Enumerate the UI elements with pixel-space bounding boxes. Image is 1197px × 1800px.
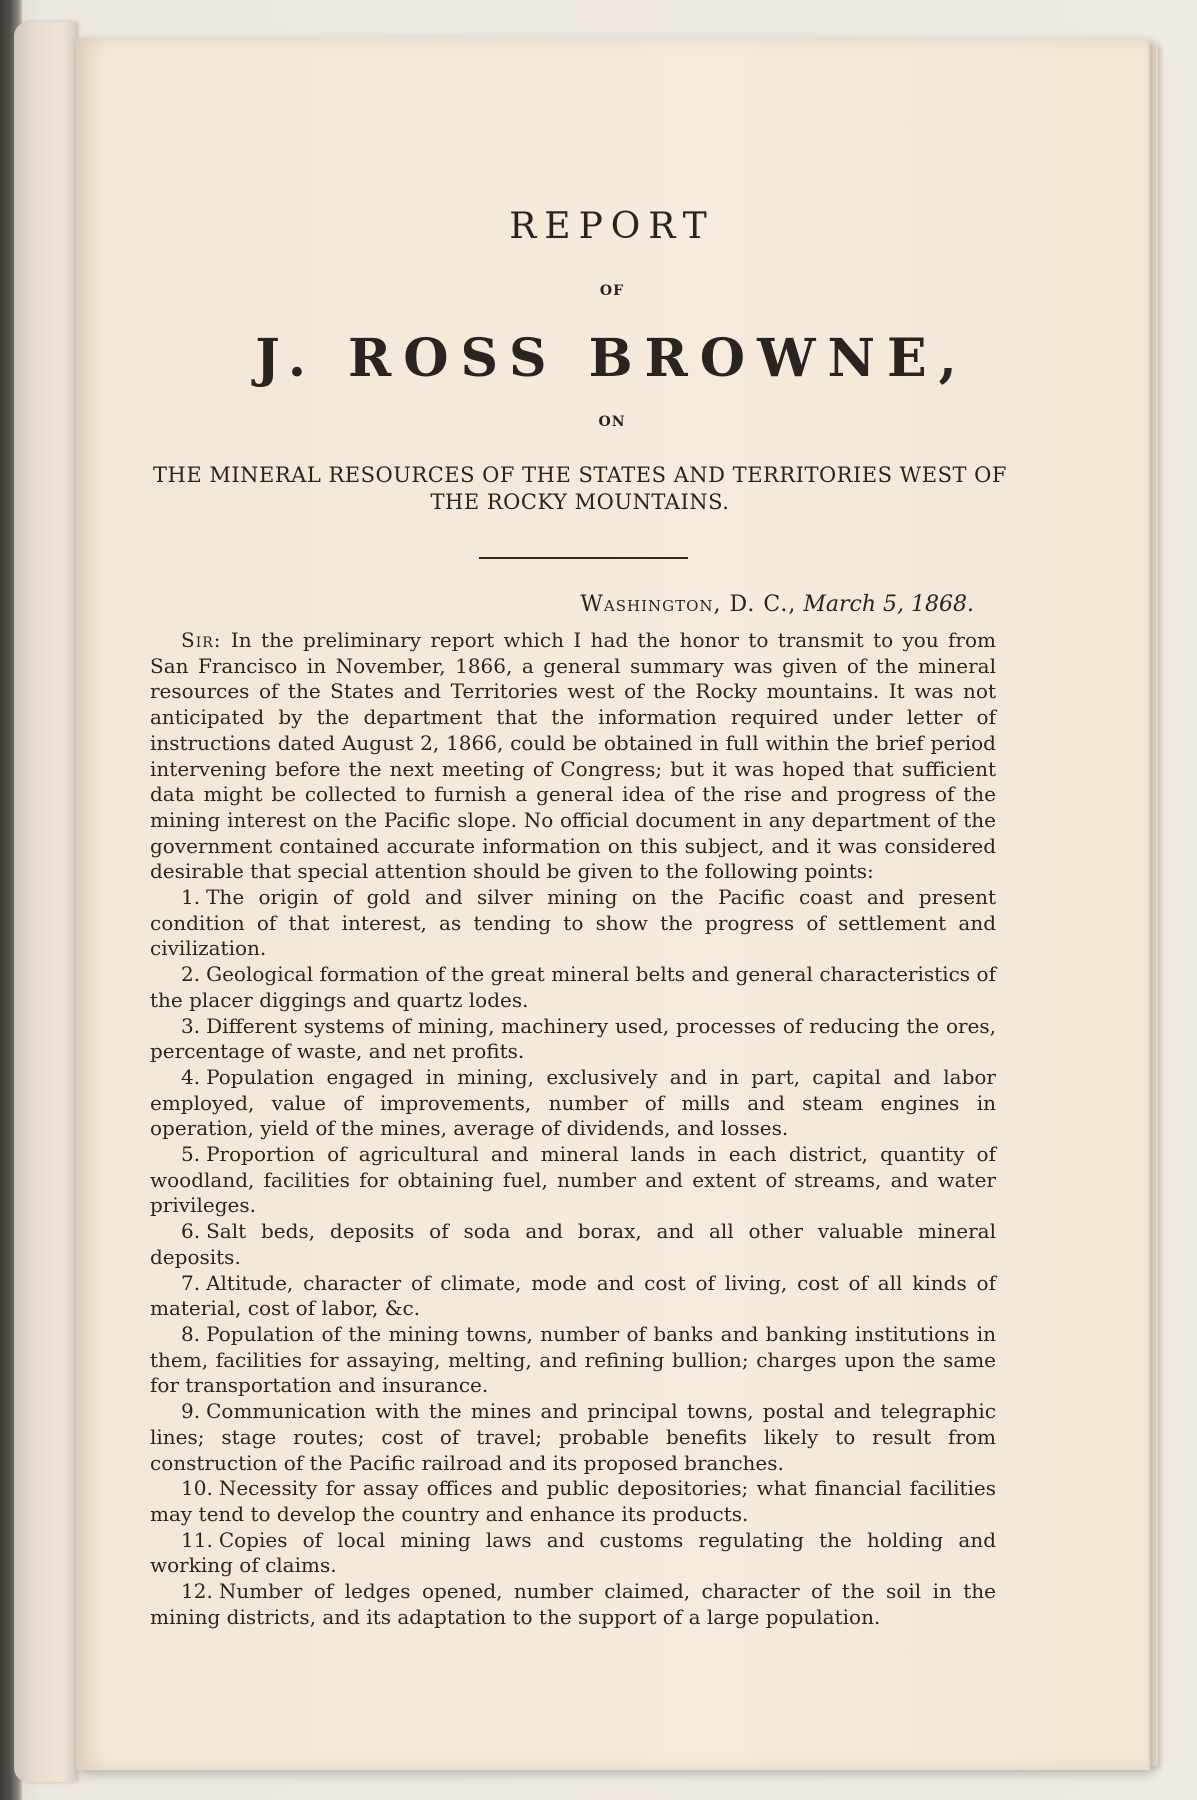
list-item bbox=[150, 1399, 996, 1476]
title-divider bbox=[479, 557, 688, 559]
list-item bbox=[150, 1579, 996, 1630]
left-page-edge bbox=[14, 22, 76, 1782]
item-number: 7. bbox=[181, 1270, 201, 1295]
list-item bbox=[150, 885, 996, 962]
item-number: 9. bbox=[181, 1399, 201, 1424]
item-number: 6. bbox=[181, 1219, 201, 1244]
item-text: Copies of local mining laws and customs regulating the holding and working of claims. bbox=[150, 1527, 996, 1578]
item-number: 2. bbox=[181, 962, 201, 987]
intro-paragraph bbox=[150, 628, 996, 885]
item-number: 4. bbox=[181, 1064, 201, 1089]
item-text: The origin of gold and silver mining on the Pacific coast and present condition of that interest, as tending to show the progress of settlement and civilization. bbox=[150, 885, 996, 961]
list-item bbox=[150, 1528, 996, 1579]
intro-text: In the preliminary report which I had the honor to transmit to you from San Francisco in November, 1866, a general summary was given of the mineral resources of the States and Territories west of the Rocky mountains. It was not anticipated by the department that the information required under letter of instructions dated August 2, 1866, could be obtained in full within the brief period intervening before the next meeting of Congress; but it was hoped that sufficient data might be collected to furnish a general idea of the rise and progress of the mining interest on the Pacific slope. No official document in any department of the government contained accurate information on this subject, and it was considered desirable that special attention should be given to the following points: bbox=[150, 628, 997, 884]
item-text: Different systems of mining, machinery used, processes of reducing the ores, percentage of waste, and net profits. bbox=[150, 1013, 996, 1064]
item-text: Population engaged in mining, exclusively and in part, capital and labor employed, value of improvements, number of mills and steam engines in operation, yield of the mines, average of dividends, and losses. bbox=[150, 1064, 996, 1141]
author-name: J. ROSS BROWNE, bbox=[255, 328, 969, 389]
list-item bbox=[150, 962, 996, 1013]
dateline-place: Washington, D. C., bbox=[580, 592, 797, 617]
item-number: 11. bbox=[181, 1527, 213, 1552]
item-text: Altitude, character of climate, mode and cost of living, cost of all kinds of material, cost of labor, &c. bbox=[150, 1270, 996, 1321]
item-text: Geological formation of the great mineral belts and general characteristics of the placer diggings and quartz lodes. bbox=[150, 962, 996, 1012]
item-number: 12. bbox=[181, 1579, 213, 1604]
list-item bbox=[150, 1476, 996, 1527]
on-label: ON bbox=[598, 414, 626, 430]
list-item bbox=[150, 1014, 996, 1065]
list-item bbox=[150, 1219, 996, 1270]
item-number: 8. bbox=[181, 1321, 201, 1346]
list-item bbox=[150, 1322, 996, 1399]
item-number: 1. bbox=[181, 885, 201, 910]
list-item bbox=[150, 1142, 996, 1219]
item-text: Communication with the mines and principal towns, postal and telegraphic lines; stage routes; cost of travel; probable benefits likely to result from construction of the Pacific railroad and its proposed branches. bbox=[150, 1399, 996, 1475]
item-number: 3. bbox=[181, 1013, 201, 1038]
item-text: Number of ledges opened, number claimed, character of the soil in the mining districts, and its adaptation to the support of a large population. bbox=[150, 1579, 996, 1629]
report-heading: REPORT bbox=[509, 206, 715, 247]
of-label: OF bbox=[599, 283, 625, 299]
item-text: Population of the mining towns, number of banks and banking institutions in them, facilities for assaying, melting, and refining bullion; charges upon the same for transportation and insurance. bbox=[150, 1321, 996, 1398]
list-item bbox=[150, 1271, 996, 1322]
report-subject: THE MINERAL RESOURCES OF THE STATES AND TERRITORIES WEST OF THE ROCKY MOUNTAINS. bbox=[153, 463, 1007, 514]
item-number: 5. bbox=[181, 1142, 201, 1167]
letter-body bbox=[150, 628, 996, 1630]
list-item bbox=[150, 1065, 996, 1142]
salutation: Sir: bbox=[181, 628, 222, 652]
item-text: Proportion of agricultural and mineral lands in each district, quantity of woodland, facilities for obtaining fuel, number and extent of streams, and water privileges. bbox=[150, 1142, 996, 1218]
item-text: Necessity for assay offices and public depositories; what financial facilities may tend to develop the country and enhance its products. bbox=[150, 1476, 996, 1526]
dateline-date: March 5, 1868. bbox=[803, 592, 974, 617]
item-text: Salt beds, deposits of soda and borax, and all other valuable mineral deposits. bbox=[150, 1219, 996, 1269]
dateline bbox=[560, 592, 974, 617]
item-number: 10. bbox=[181, 1476, 213, 1501]
